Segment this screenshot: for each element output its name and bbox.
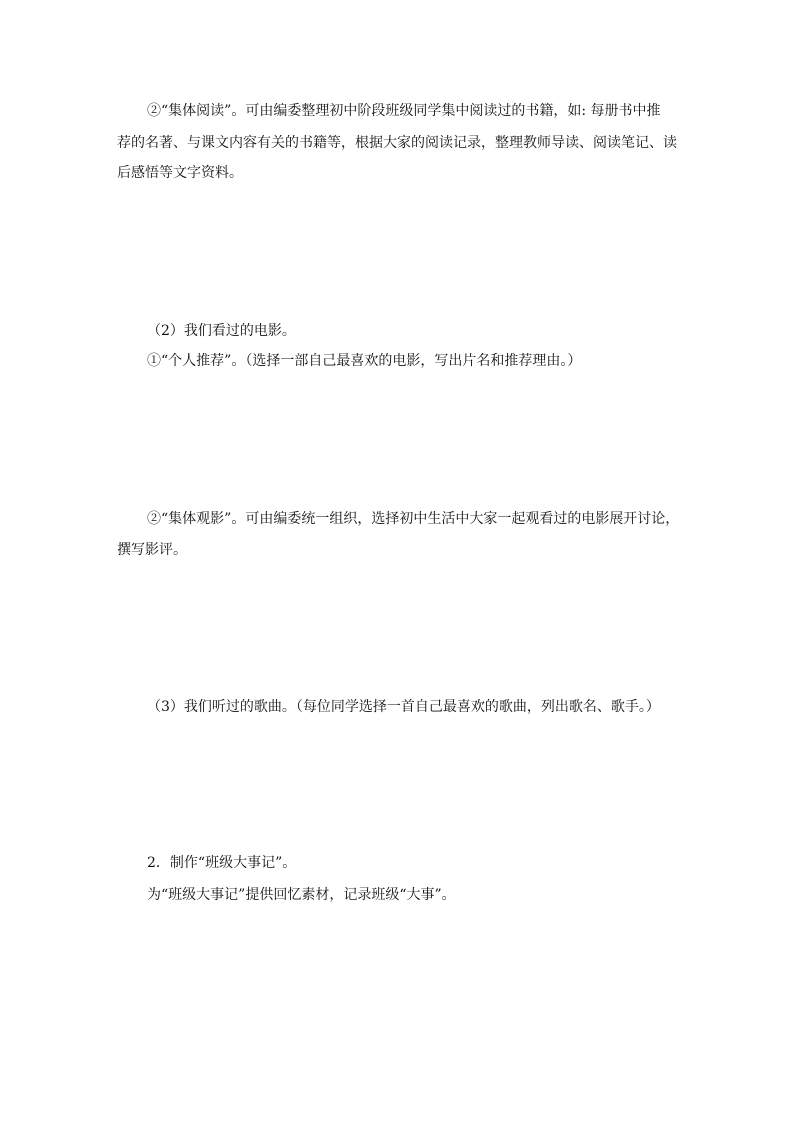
collective-reading-line-1: ②“集体阅读”。可由编委整理初中阶段班级同学集中阅读过的书籍，如: 每册书中推 [147,103,661,119]
movies-heading: （2）我们看过的电影。 [147,323,296,339]
collective-reading-line-2: 荐的名著、与课文内容有关的书籍等，根据大家的阅读记录，整理教师导读、阅读笔记、读 [117,135,677,151]
collective-viewing-line-1: ②“集体观影”。可由编委统一组织，选择初中生活中大家一起观看过的电影展开讨论， [147,511,680,527]
personal-recommendation: ①“个人推荐”。（选择一部自己最喜欢的电影，写出片名和推荐理由。） [147,353,582,369]
class-events-heading: 2．制作“班级大事记”。 [147,855,297,871]
class-events-description: 为“班级大事记”提供回忆素材，记录班级“大事”。 [147,887,456,903]
collective-viewing-line-2: 撰写影评。 [117,542,187,558]
songs-heading: （3）我们听过的歌曲。（每位同学选择一首自己最喜欢的歌曲，列出歌名、歌手。） [147,699,660,715]
collective-reading-line-3: 后感悟等文字资料。 [117,165,243,181]
